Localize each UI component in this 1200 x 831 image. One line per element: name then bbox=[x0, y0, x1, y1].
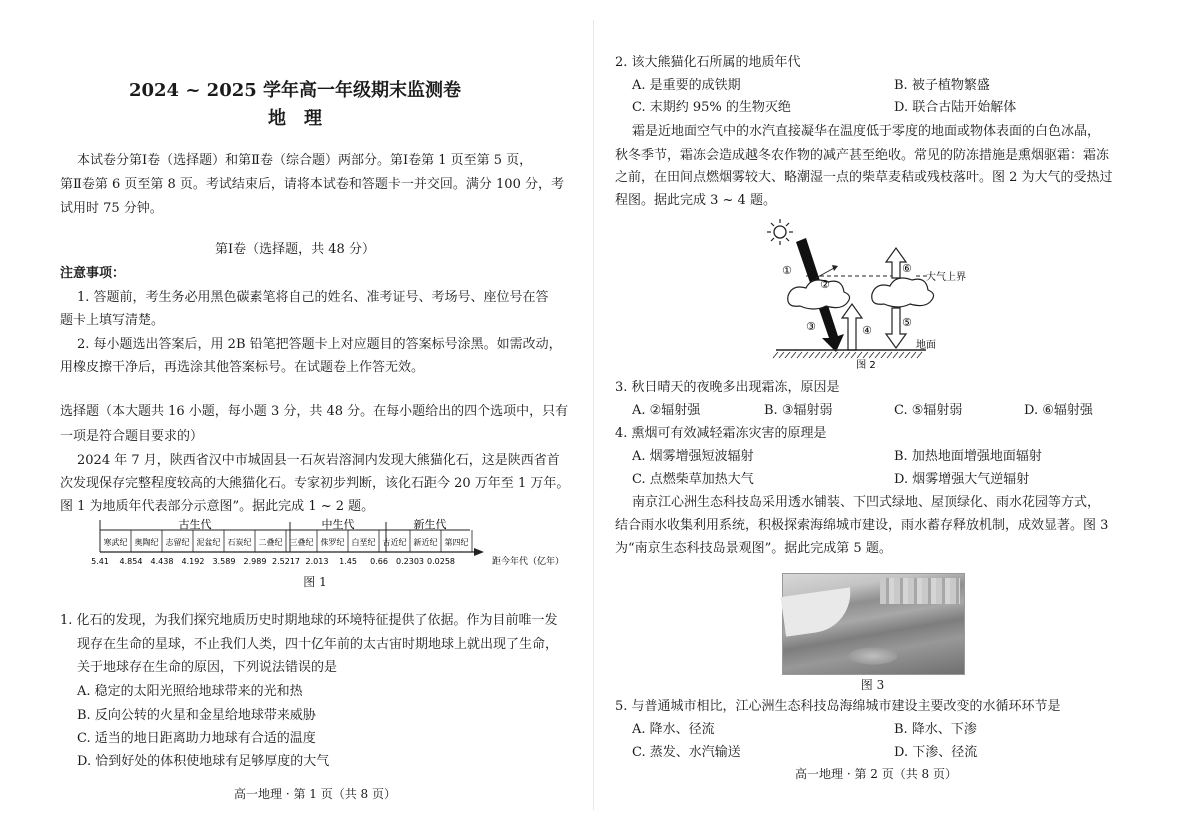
ground-hatch bbox=[803, 352, 808, 358]
passage2-line-3: 之前，在田间点燃烟雾较大、略潮湿一点的柴草麦秸或残枝落叶。图 2 为大气的受热过 bbox=[615, 170, 1113, 185]
page-2-footer: 高一地理 · 第 2 页（共 8 页） bbox=[795, 767, 957, 781]
figure-1-caption: 图 1 bbox=[303, 575, 327, 589]
ground-hatch bbox=[839, 352, 844, 358]
figure-3-photo bbox=[782, 573, 965, 675]
page-1 bbox=[0, 0, 590, 831]
period-label: 新近纪 bbox=[413, 538, 438, 547]
passage3-line-3: 为“南京生态科技岛景观图”。据此完成第 5 题。 bbox=[615, 541, 892, 556]
ground-hatch bbox=[905, 352, 910, 358]
q4-option-b[interactable]: B. 加热地面增强地面辐射 bbox=[894, 449, 1042, 464]
notes-title: 注意事项： bbox=[60, 266, 126, 281]
ground-hatch bbox=[821, 352, 826, 358]
ground-hatch bbox=[869, 352, 874, 358]
tick-label: 0.0258 bbox=[427, 557, 455, 566]
tick-label: 2.013 bbox=[305, 557, 329, 566]
passage1-line-1: 2024 年 7 月，陕西省汉中市城固县一石灰岩溶洞内发现大熊猫化石，这是陕西省首 bbox=[77, 453, 560, 468]
q4-option-c[interactable]: C. 点燃柴草加热大气 bbox=[632, 472, 754, 487]
period-label: 志留纪 bbox=[165, 538, 190, 547]
ground-hatch bbox=[875, 352, 880, 358]
sun-icon bbox=[767, 219, 793, 245]
period-label: 古近纪 bbox=[382, 538, 407, 547]
tick-label: 4.192 bbox=[181, 557, 205, 566]
q2-option-c[interactable]: C. 末期约 95% 的生物灭绝 bbox=[632, 100, 791, 115]
ground-hatch bbox=[893, 352, 898, 358]
label-1: ① bbox=[782, 264, 792, 277]
passage3-line-2: 结合雨水收集利用系统，积极探索海绵城市建设，雨水蓄存释放机制，成效显著。图 3 bbox=[615, 518, 1109, 533]
figure-2-atmosphere-diagram bbox=[766, 216, 976, 374]
ground-label: 地面 bbox=[916, 340, 936, 351]
ground-hatch bbox=[827, 352, 832, 358]
period-label: 三叠纪 bbox=[289, 538, 314, 547]
label-6: ⑥ bbox=[902, 262, 912, 275]
q2-stem: 2. 该大熊猫化石所属的地质年代 bbox=[615, 55, 801, 70]
photo-river bbox=[781, 587, 856, 636]
ground-hatch bbox=[887, 352, 892, 358]
tick-label: 4.854 bbox=[119, 557, 143, 566]
q5-option-d[interactable]: D. 下渗、径流 bbox=[894, 745, 978, 760]
era-cenozoic: 新生代 bbox=[413, 518, 447, 531]
passage1-line-3: 图 1 为地质年代表部分示意图”。据此完成 1 ~ 2 题。 bbox=[60, 499, 375, 514]
ground-hatch bbox=[863, 352, 868, 358]
q2-option-a[interactable]: A. 是重要的成铁期 bbox=[632, 78, 741, 93]
period-label: 寒武纪 bbox=[103, 538, 128, 547]
subject-title: 地 理 bbox=[268, 108, 322, 129]
intro-line-3: 试用时 75 分钟。 bbox=[60, 201, 163, 216]
choice-intro-1: 选择题（本大题共 16 小题，每小题 3 分，共 48 分。在每小题给出的四个选项中，只有 bbox=[60, 404, 569, 419]
q1-stem-2: 现存在生命的星球，不止我们人类，四十亿年前的太古宙时期地球上就出现了生命， bbox=[77, 637, 559, 652]
figure-3-caption: 图 3 bbox=[860, 678, 885, 692]
note-line-4: 用橡皮擦干净后，再选涂其他答案标号。在试题卷上作答无效。 bbox=[60, 360, 425, 375]
period-label: 奥陶纪 bbox=[134, 538, 159, 547]
q3-option-c[interactable]: C. ⑤辐射弱 bbox=[894, 403, 963, 418]
ground-hatch bbox=[779, 352, 784, 358]
q2-option-b[interactable]: B. 被子植物繁盛 bbox=[894, 78, 990, 93]
q1-option-c[interactable]: C. 适当的地日距离助力地球有合适的温度 bbox=[77, 731, 316, 746]
q5-option-b[interactable]: B. 降水、下渗 bbox=[894, 722, 977, 737]
q4-option-d[interactable]: D. 烟雾增强大气逆辐射 bbox=[894, 472, 1030, 487]
tick-label: 4.438 bbox=[150, 557, 174, 566]
ground-hatch bbox=[851, 352, 856, 358]
q3-option-b[interactable]: B. ③辐射弱 bbox=[764, 403, 833, 418]
passage3-line-1: 南京江心洲生态科技岛采用透水铺装、下凹式绿地、屋顶绿化、雨水花园等方式， bbox=[632, 495, 1101, 510]
ground-hatch bbox=[773, 352, 778, 358]
period-label: 侏罗纪 bbox=[320, 538, 345, 547]
ground-hatch bbox=[785, 352, 790, 358]
section-1-heading: 第Ⅰ卷（选择题，共 48 分） bbox=[215, 242, 375, 257]
period-label: 第四纪 bbox=[444, 538, 469, 547]
q1-stem-3: 关于地球存在生命的原因，下列说法错误的是 bbox=[77, 660, 338, 675]
q5-stem: 5. 与普通城市相比，江心洲生态科技岛海绵城市建设主要改变的水循环环节是 bbox=[615, 699, 1061, 714]
q3-option-a[interactable]: A. ②辐射强 bbox=[632, 403, 701, 418]
tick-label: 5.41 bbox=[91, 557, 109, 566]
passage1-line-2: 次发现保存完整程度较高的大熊猫化石。专家初步判断，该化石距今 20 万年至 1 万年。 bbox=[60, 476, 570, 491]
label-4: ④ bbox=[862, 324, 872, 337]
q4-option-a[interactable]: A. 烟雾增强短波辐射 bbox=[632, 449, 754, 464]
q1-option-a[interactable]: A. 稳定的太阳光照给地球带来的光和热 bbox=[77, 684, 303, 699]
era-mesozoic: 中生代 bbox=[321, 518, 355, 531]
label-2: ② bbox=[820, 278, 830, 291]
note-line-3: 2. 每小题选出答案后，用 2B 铅笔把答题卡上对应题目的答案标号涂黑。如需改动， bbox=[77, 337, 562, 352]
ground-hatch bbox=[815, 352, 820, 358]
q1-option-d[interactable]: D. 恰到好处的体积使地球有足够厚度的大气 bbox=[77, 754, 330, 769]
figure-1-geologic-timeline bbox=[90, 516, 565, 568]
q1-stem-1: 1. 化石的发现，为我们探究地质历史时期地球的环境特征提供了依据。作为目前唯一发 bbox=[60, 613, 558, 628]
intro-line-1: 本试卷分第Ⅰ卷（选择题）和第Ⅱ卷（综合题）两部分。第Ⅰ卷第 1 页至第 5 页， bbox=[77, 153, 533, 168]
upper-atmosphere-label: 大气上界 bbox=[926, 272, 966, 283]
ground-hatch bbox=[857, 352, 862, 358]
period-label: 二叠纪 bbox=[258, 538, 283, 547]
figure-2-caption: 图 2 bbox=[856, 360, 876, 371]
ground-hatch bbox=[797, 352, 802, 358]
fig1-axis-label: 距今年代（亿年） bbox=[492, 557, 565, 567]
q2-option-d[interactable]: D. 联合古陆开始解体 bbox=[894, 100, 1017, 115]
period-label: 泥盆纪 bbox=[196, 538, 221, 547]
tick-label: 0.66 bbox=[370, 557, 388, 566]
tick-label: 1.45 bbox=[339, 557, 357, 566]
ground-hatch bbox=[845, 352, 850, 358]
note-line-2: 题卡上填写清楚。 bbox=[60, 313, 165, 328]
q3-stem: 3. 秋日晴天的夜晚多出现霜冻，原因是 bbox=[615, 380, 840, 395]
note-line-1: 1. 答题前，考生务必用黑色碳素笔将自己的姓名、准考证号、考场号、座位号在答 bbox=[77, 290, 549, 305]
label-5: ⑤ bbox=[902, 316, 912, 329]
passage2-line-2: 秋冬季节，霜冻会造成越冬农作物的减产甚至绝收。常见的防冻措施是熏烟驱霜：霜冻 bbox=[615, 148, 1110, 163]
period-label: 石炭纪 bbox=[227, 538, 252, 547]
photo-buildings bbox=[880, 578, 960, 604]
passage2-line-1: 霜是近地面空气中的水汽直接凝华在温度低于零度的地面或物体表面的白色冰晶， bbox=[632, 124, 1101, 139]
page-1-footer: 高一地理 · 第 1 页（共 8 页） bbox=[234, 787, 396, 801]
q3-option-d[interactable]: D. ⑥辐射强 bbox=[1024, 403, 1093, 418]
tick-label: 0.2303 bbox=[396, 557, 424, 566]
ground-hatch bbox=[833, 352, 838, 358]
q1-option-b[interactable]: B. 反向公转的火星和金星给地球带来威胁 bbox=[77, 708, 316, 723]
ground-hatch bbox=[791, 352, 796, 358]
ground-hatch bbox=[917, 352, 922, 358]
ground-hatch bbox=[809, 352, 814, 358]
ground-hatch bbox=[899, 352, 904, 358]
tick-label: 3.589 bbox=[212, 557, 236, 566]
q4-stem: 4. 熏烟可有效减轻霜冻灾害的原理是 bbox=[615, 426, 827, 441]
period-label: 白垩纪 bbox=[351, 538, 376, 547]
page-2 bbox=[596, 0, 1200, 831]
intro-line-2: 第Ⅱ卷第 6 页至第 8 页。考试结束后，请将本试卷和答题卡一并交回。满分 100 分，考 bbox=[60, 177, 564, 192]
tick-label: 2.989 bbox=[243, 557, 267, 566]
q5-option-a[interactable]: A. 降水、径流 bbox=[632, 722, 715, 737]
choice-intro-2: 一项是符合题目要求的） bbox=[60, 429, 204, 444]
passage2-line-4: 程图。据此完成 3 ~ 4 题。 bbox=[615, 193, 776, 208]
page-divider bbox=[593, 20, 594, 810]
q5-option-c[interactable]: C. 蒸发、水汽输送 bbox=[632, 745, 741, 760]
ground-hatch bbox=[911, 352, 916, 358]
exam-title: 2024 ~ 2025 学年高一年级期末监测卷 bbox=[128, 80, 462, 101]
era-paleozoic: 古生代 bbox=[178, 518, 212, 531]
tick-label: 2.5217 bbox=[272, 557, 300, 566]
label-3: ③ bbox=[806, 320, 816, 333]
ground-hatch bbox=[881, 352, 886, 358]
